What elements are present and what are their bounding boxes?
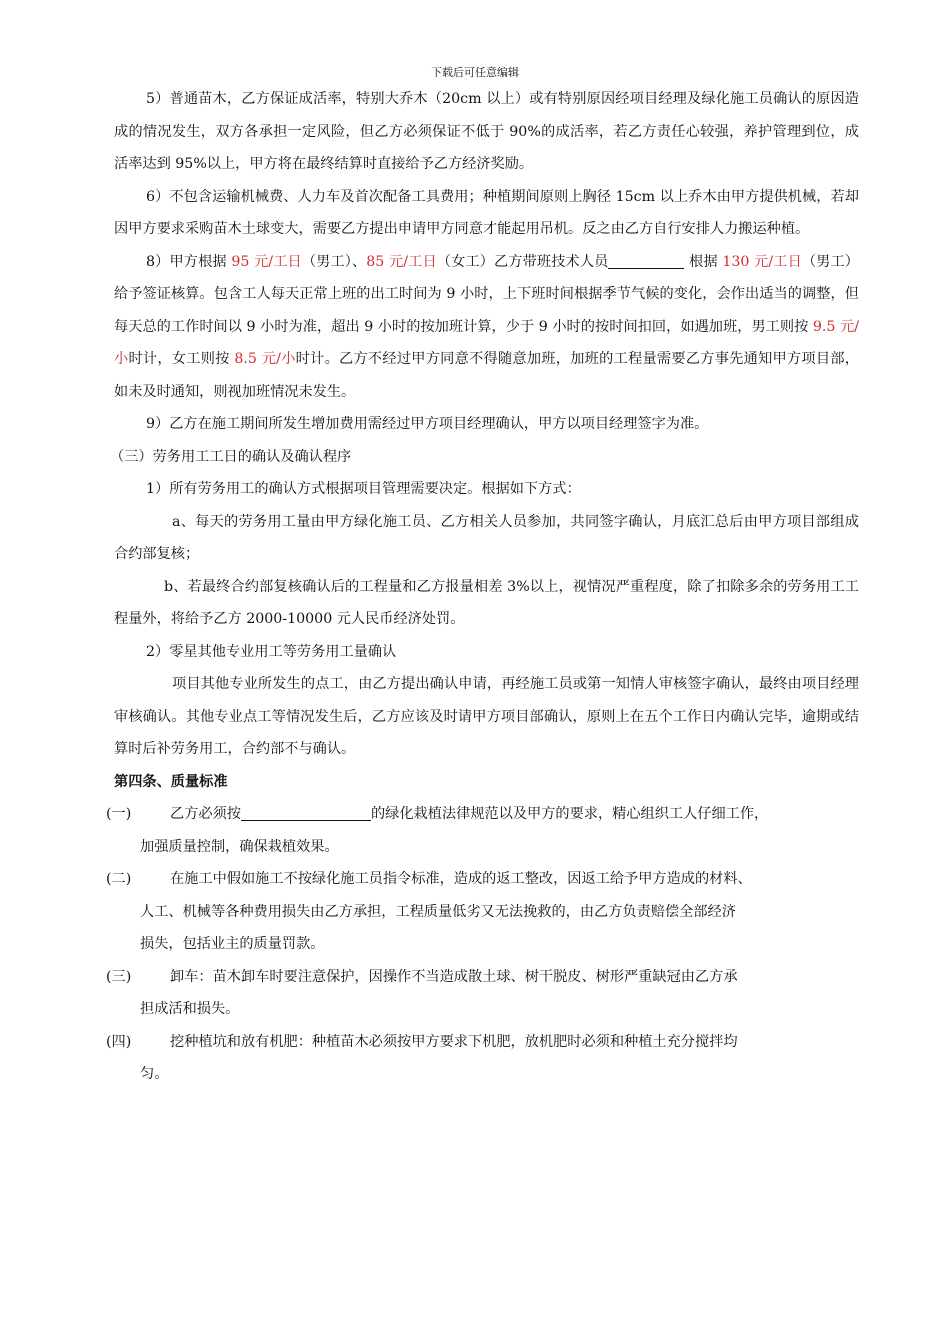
clause-9: 9）乙方在施工期间所发生增加费用需经过甲方项目经理确认，甲方以项目经理签字为准。 [146,416,709,432]
item-number: (四) [106,1033,132,1050]
clause-8-text-c: （女工）乙方带班技术人员 [436,253,609,270]
item-number: (二) [106,871,132,887]
clause-8-text-f: 时计，女工则按 [128,351,235,367]
item-4-text: 挖种植坑和放有机肥：种植苗木必须按甲方要求下机肥，放机肥时必须和种植土充分搅拌均 [170,1033,738,1050]
section-3-item-b: b、若最终合约部复核确认后的工程量和乙方报量相差 3%以上，视情况严重程度，除了扣除多余的劳务用工工程量外，将给予乙方 2000-10000 元人民币经济处罚。 [114,578,859,627]
section-3-item-2-text: 项目其他专业所发生的点工，由乙方提出确认申请，再经施工员或第一知情人审核签字确认，最终由项目经理审核确认。其他专业点工等情况发生后，乙方应该及时请甲方项目部确认，原则上在五个工作日内确认完毕，逾期或结算时后补劳务用工，合约部不与确认。 [114,676,859,757]
clause-5: 5）普通苗木，乙方保证成活率，特别大乔木（20cm 以上）或有特别原因经项目经理及绿化施工员确认的原因造成的情况发生，双方各承担一定风险，但乙方必须保证不低于 90%的成活率，若乙方责任心较强，养护管理到位，成活率达到 95%以上，甲方将在最终结算时直接给予乙方经济奖励。 [114,91,859,172]
article-4-item-1-cont: 加强质量控制，确保栽植效果。 [140,838,339,855]
female-rate: 85 元/工日 [366,253,437,270]
item-1-text-pre: 乙方必须按 [170,806,241,822]
article-4-title: 第四条、质量标准 [114,773,228,790]
article-4-item-2-cont2: 损失，包括业主的质量罚款。 [140,936,325,952]
item-3-text: 卸车：苗木卸车时要注意保护，因操作不当造成散土球、树干脱皮、树形严重缺冠由乙方承 [170,968,738,985]
clause-8-text-e: （男工）给予签证核算。包含工人每天正常上班的出工时间为 9 小时，上下班时间根据季节气候的变化，会作出适当的调整，但每天总的工作时间以 9 小时为准，超出 9 小时的按加班计算，少于 9 小时的按时间扣回，如遇加班，男工则按 [114,253,859,335]
section-3-item-a: a、每天的劳务用工量由甲方绿化施工员、乙方相关人员参加，共同签字确认，月底汇总后由甲方项目部组成合约部复核； [114,513,859,562]
item-number: (一) [106,806,132,822]
tech-rate: 130 元/工日 [722,253,802,270]
male-overtime-rate: 9.5 元/小 [114,318,860,367]
article-4-item-4 [106,1026,859,1059]
clause-8-text-b: （男工）、 [301,253,367,270]
section-3-title: （三）劳务用工工日的确认及确认程序 [110,448,352,465]
article-4-item-4-cont: 匀。 [140,1066,169,1082]
clause-8 [114,246,859,409]
tech-staff-blank[interactable] [608,250,684,269]
item-1-text-post: 的绿化栽植法律规范以及甲方的要求，精心组织工人仔细工作， [370,806,769,822]
article-4-item-2-cont1: 人工、机械等各种费用损失由乙方承担，工程质量低劣又无法挽救的，由乙方负责赔偿全部经济 [140,903,736,920]
female-overtime-rate: 8.5 元/小 [234,351,296,367]
standard-blank[interactable] [241,802,371,821]
document-body [106,83,860,1091]
article-4-item-3-cont: 担成活和损失。 [140,1001,240,1017]
item-2-text: 在施工中假如施工不按绿化施工员指令标准，造成的返工整改，因返工给予甲方造成的材料、 [170,871,752,887]
item-number: (三) [106,968,132,985]
page-header: 下载后可任意编辑 [431,66,519,79]
clause-6: 6）不包含运输机械费、人力车及首次配备工具费用；种植期间原则上胸径 15cm 以上乔木由甲方提供机械，若却因甲方要求采购苗木土球变大，需要乙方提出申请甲方同意才能起用吊机。反之由乙方自行安排人力搬运种植。 [114,188,859,237]
article-4-item-1 [106,798,859,831]
section-3-item-2: 2）零星其他专业用工等劳务用工量确认 [146,643,397,660]
clause-8-text-g: 时计。乙方不经过甲方同意不得随意加班，加班的工程量需要乙方事先通知甲方项目部，如未及时通知，则视加班情况未发生。 [114,351,859,400]
clause-8-text-a: 8）甲方根据 [146,253,232,270]
male-rate: 95 元/工日 [231,253,302,270]
clause-8-text-d: 根据 [684,253,723,270]
article-4-item-2 [106,863,859,896]
article-4-item-3 [106,961,859,994]
section-3-item-1: 1）所有劳务用工的确认方式根据项目管理需要决定。根据如下方式： [146,481,581,497]
